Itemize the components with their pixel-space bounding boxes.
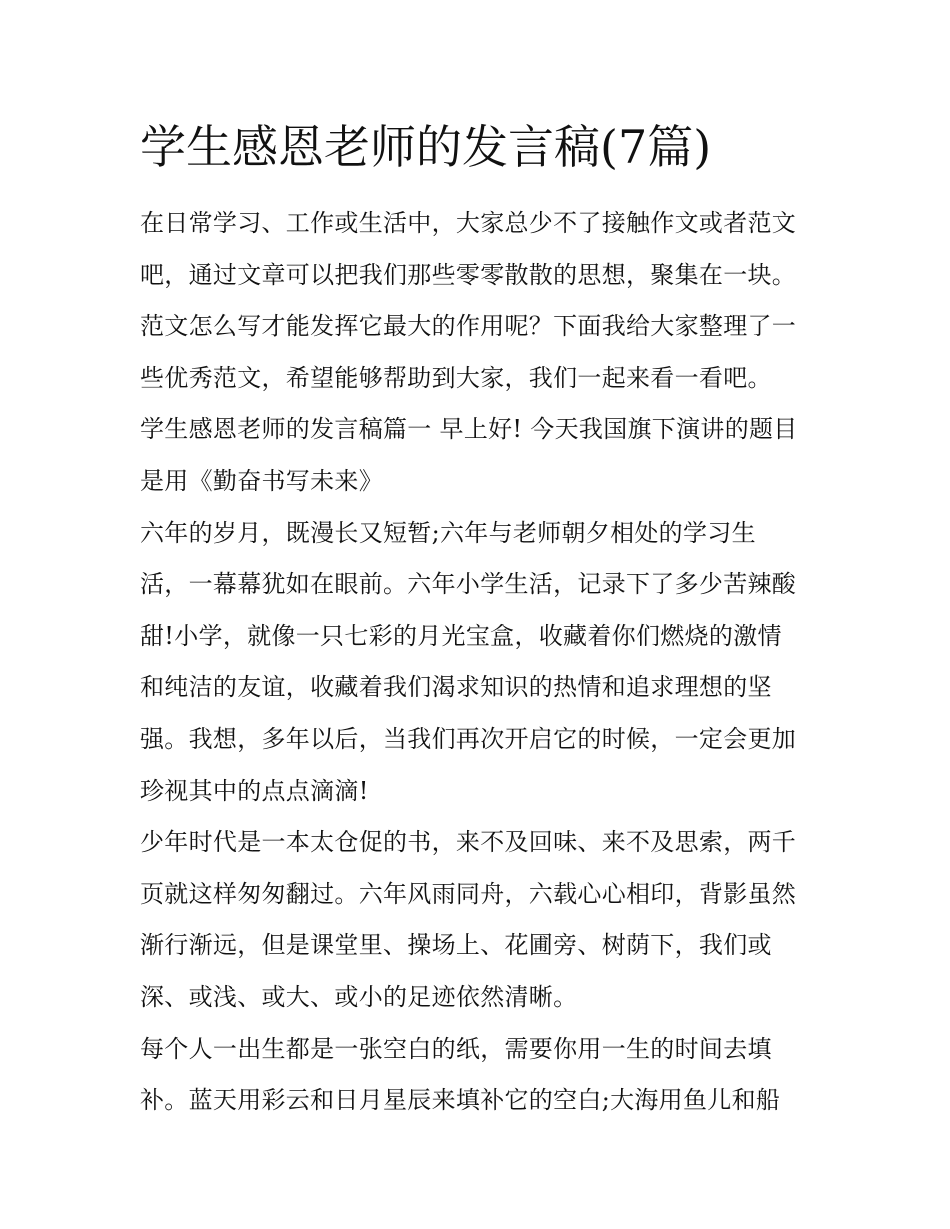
text-line: 甜!小学，就像一只七彩的月光宝盒，收藏着你们燃烧的激情 bbox=[140, 621, 782, 650]
text-line: 珍视其中的点点滴滴! bbox=[140, 776, 369, 805]
text-line: 少年时代是一本太仓促的书，来不及回味、来不及思索，两千 bbox=[140, 828, 797, 857]
text-line: 深、或浅、或大、或小的足迹依然清晰。 bbox=[140, 982, 578, 1011]
text-line: 页就这样匆匆翻过。六年风雨同舟，六载心心相印，背影虽然 bbox=[140, 879, 797, 908]
document-title: 学生感恩老师的发言稿(7篇) bbox=[140, 120, 712, 174]
text-line: 是用《勤奋书写未来》 bbox=[140, 466, 383, 495]
text-line: 每个人一出生都是一张空白的纸，需要你用一生的时间去填 bbox=[140, 1034, 772, 1063]
text-line: 在日常学习、工作或生活中，大家总少不了接触作文或者范文 bbox=[140, 209, 797, 237]
document-body bbox=[140, 198, 830, 1127]
text-line: 学生感恩老师的发言稿篇一 早上好! 今天我国旗下演讲的题目 bbox=[140, 415, 798, 444]
text-line: 六年的岁月，既漫长又短暂;六年与老师朝夕相处的学习生 bbox=[140, 518, 756, 547]
text-line: 强。我想，多年以后，当我们再次开启它的时候，一定会更加 bbox=[140, 724, 797, 753]
text-line: 些优秀范文，希望能够帮助到大家，我们一起来看一看吧。 bbox=[140, 363, 772, 392]
text-line: 补。蓝天用彩云和日月星辰来填补它的空白;大海用鱼儿和船 bbox=[140, 1086, 781, 1115]
text-line: 活，一幕幕犹如在眼前。六年小学生活，记录下了多少苦辣酸 bbox=[140, 570, 797, 599]
text-line: 和纯洁的友谊，收藏着我们渴求知识的热情和追求理想的坚 bbox=[140, 673, 772, 702]
text-line: 渐行渐远，但是课堂里、操场上、花圃旁、树荫下，我们或 bbox=[140, 931, 772, 960]
text-line: 范文怎么写才能发挥它最大的作用呢？下面我给大家整理了一 bbox=[140, 312, 797, 341]
text-line: 吧，通过文章可以把我们那些零零散散的思想，聚集在一块。 bbox=[140, 260, 797, 289]
